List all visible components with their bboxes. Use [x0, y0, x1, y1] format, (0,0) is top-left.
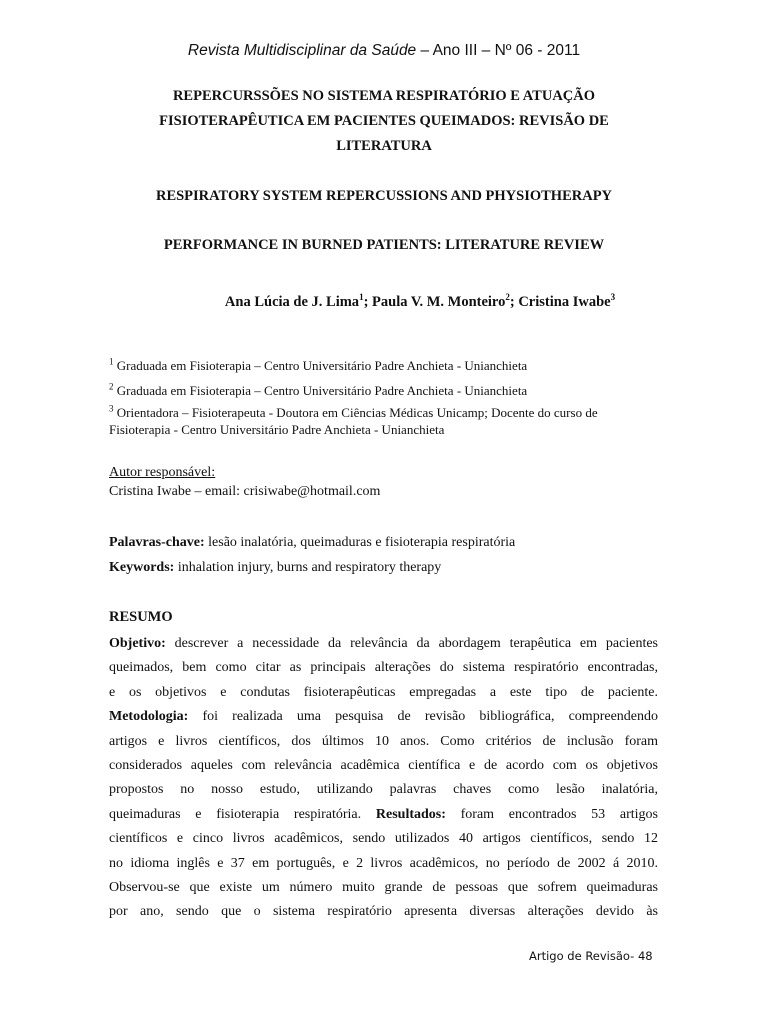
affiliation-3 [109, 404, 657, 438]
author-list [150, 294, 690, 311]
abstract-text: foi realizada uma pesquisa de revisão bibliográfica, compreendendo [188, 709, 658, 725]
abstract-text: no idioma inglês e 37 em português, e 2 livros acadêmicos, no período de 2002 á 2010. [109, 855, 658, 871]
abstract-section-label: Objetivo: [109, 636, 166, 651]
affiliation-2 [109, 382, 657, 399]
abstract-body [109, 632, 658, 925]
abstract-text: por ano, sendo que o sistema respiratório apresenta diversas alterações devido às [109, 904, 658, 920]
author-separator: ; [363, 294, 373, 310]
affiliation-1 [109, 357, 657, 374]
journal-header [0, 42, 768, 60]
journal-issue: – Ano III – Nº 06 - 2011 [416, 42, 581, 59]
abstract-text: propostos no nosso estudo, utilizando palavras chaves como lesão inalatória, [109, 782, 658, 798]
author-separator: ; [509, 294, 519, 310]
title-portuguese [110, 84, 658, 159]
author-affil-mark: 3 [610, 292, 616, 303]
author-name: Ana Lúcia de J. Lima [224, 294, 360, 310]
abstract-line [109, 803, 658, 827]
abstract-line [109, 827, 658, 851]
abstract-line [109, 705, 658, 729]
affiliation-text: Graduada em Fisioterapia – Centro Universitário Padre Anchieta - Unianchieta [113, 383, 528, 398]
affiliation-text: Orientadora – Fisioterapeuta - Doutora em Ciências Médicas Unicamp; Docente do curso de Fisioterapia - Centro Universitário Padre Anchieta - Unianchieta [109, 405, 598, 437]
affiliation-mark: 1 [109, 356, 114, 367]
abstract-section-label: Resultados: [375, 806, 446, 822]
abstract-line [109, 730, 658, 754]
keywords-label: Palavras-chave: [109, 535, 205, 550]
abstract-text: foram encontrados 53 artigos [445, 806, 658, 822]
journal-name: Revista Multidisciplinar da Saúde [187, 42, 417, 59]
corresponding-author [109, 463, 380, 501]
keywords-label: Keywords: [109, 560, 175, 575]
corresponding-author-email: Cristina Iwabe – email: crisiwabe@hotmail.com [109, 484, 381, 499]
abstract-text: Observou-se que existe um número muito grande de pessoas que sofrem queimaduras [109, 880, 658, 896]
abstract-text: científicos e cinco livros acadêmicos, sendo utilizados 40 artigos científicos, sendo 12 [109, 831, 658, 847]
affiliation-text: Graduada em Fisioterapia – Centro Universitário Padre Anchieta - Unianchieta [113, 358, 528, 373]
affiliation-mark: 2 [109, 381, 114, 392]
title-line: FISIOTERAPÊUTICA EM PACIENTES QUEIMADOS: REVISÃO DE [159, 113, 609, 129]
abstract-text: descrever a necessidade da relevância da abordagem terapêutica em pacientes [165, 636, 658, 651]
abstract-line [109, 656, 658, 680]
abstract-heading: RESUMO [109, 609, 173, 625]
abstract-line [109, 632, 658, 656]
title-line: REPERCURSSÕES NO SISTEMA RESPIRATÓRIO E ATUAÇÃO [172, 88, 596, 104]
title-english-line-2: PERFORMANCE IN BURNED PATIENTS: LITERATURE REVIEW [163, 237, 605, 253]
title-line: LITERATURA [336, 138, 432, 154]
abstract-line [109, 681, 658, 705]
title-english-line-1: RESPIRATORY SYSTEM REPERCUSSIONS AND PHYSIOTHERAPY [155, 188, 613, 204]
keywords-portuguese [109, 535, 515, 551]
abstract-text: queimaduras e fisioterapia respiratória. [109, 806, 376, 822]
author-name: Cristina Iwabe [518, 294, 611, 310]
keywords-text: lesão inalatória, queimaduras e fisioterapia respiratória [204, 535, 516, 550]
abstract-text: considerados aqueles com relevância acadêmica científica e de acordo com os objetivos [109, 758, 658, 774]
author-name: Paula V. M. Monteiro [372, 294, 506, 310]
abstract-text: queimados, bem como citar as principais alterações do sistema respiratório encontradas, [109, 660, 658, 676]
abstract-line [109, 876, 658, 900]
affiliation-mark: 3 [109, 403, 114, 414]
abstract-section-label: Metodologia: [109, 709, 189, 725]
abstract-line [109, 754, 658, 778]
abstract-text: artigos e livros científicos, dos últimos 10 anos. Como critérios de inclusão foram [109, 733, 658, 749]
abstract-line [109, 852, 658, 876]
author-affil-mark: 1 [359, 292, 364, 303]
page-footer: Artigo de Revisão- 48 [529, 949, 653, 963]
corresponding-author-label: Autor responsável: [109, 465, 216, 480]
abstract-line [109, 900, 658, 924]
keywords-english [109, 560, 441, 576]
abstract-text: e os objetivos e condutas fisioterapêuticas empregadas a este tipo de paciente. [109, 684, 658, 700]
keywords-text: inhalation injury, burns and respiratory therapy [174, 560, 442, 575]
author-affil-mark: 2 [505, 292, 510, 303]
abstract-line [109, 778, 658, 802]
